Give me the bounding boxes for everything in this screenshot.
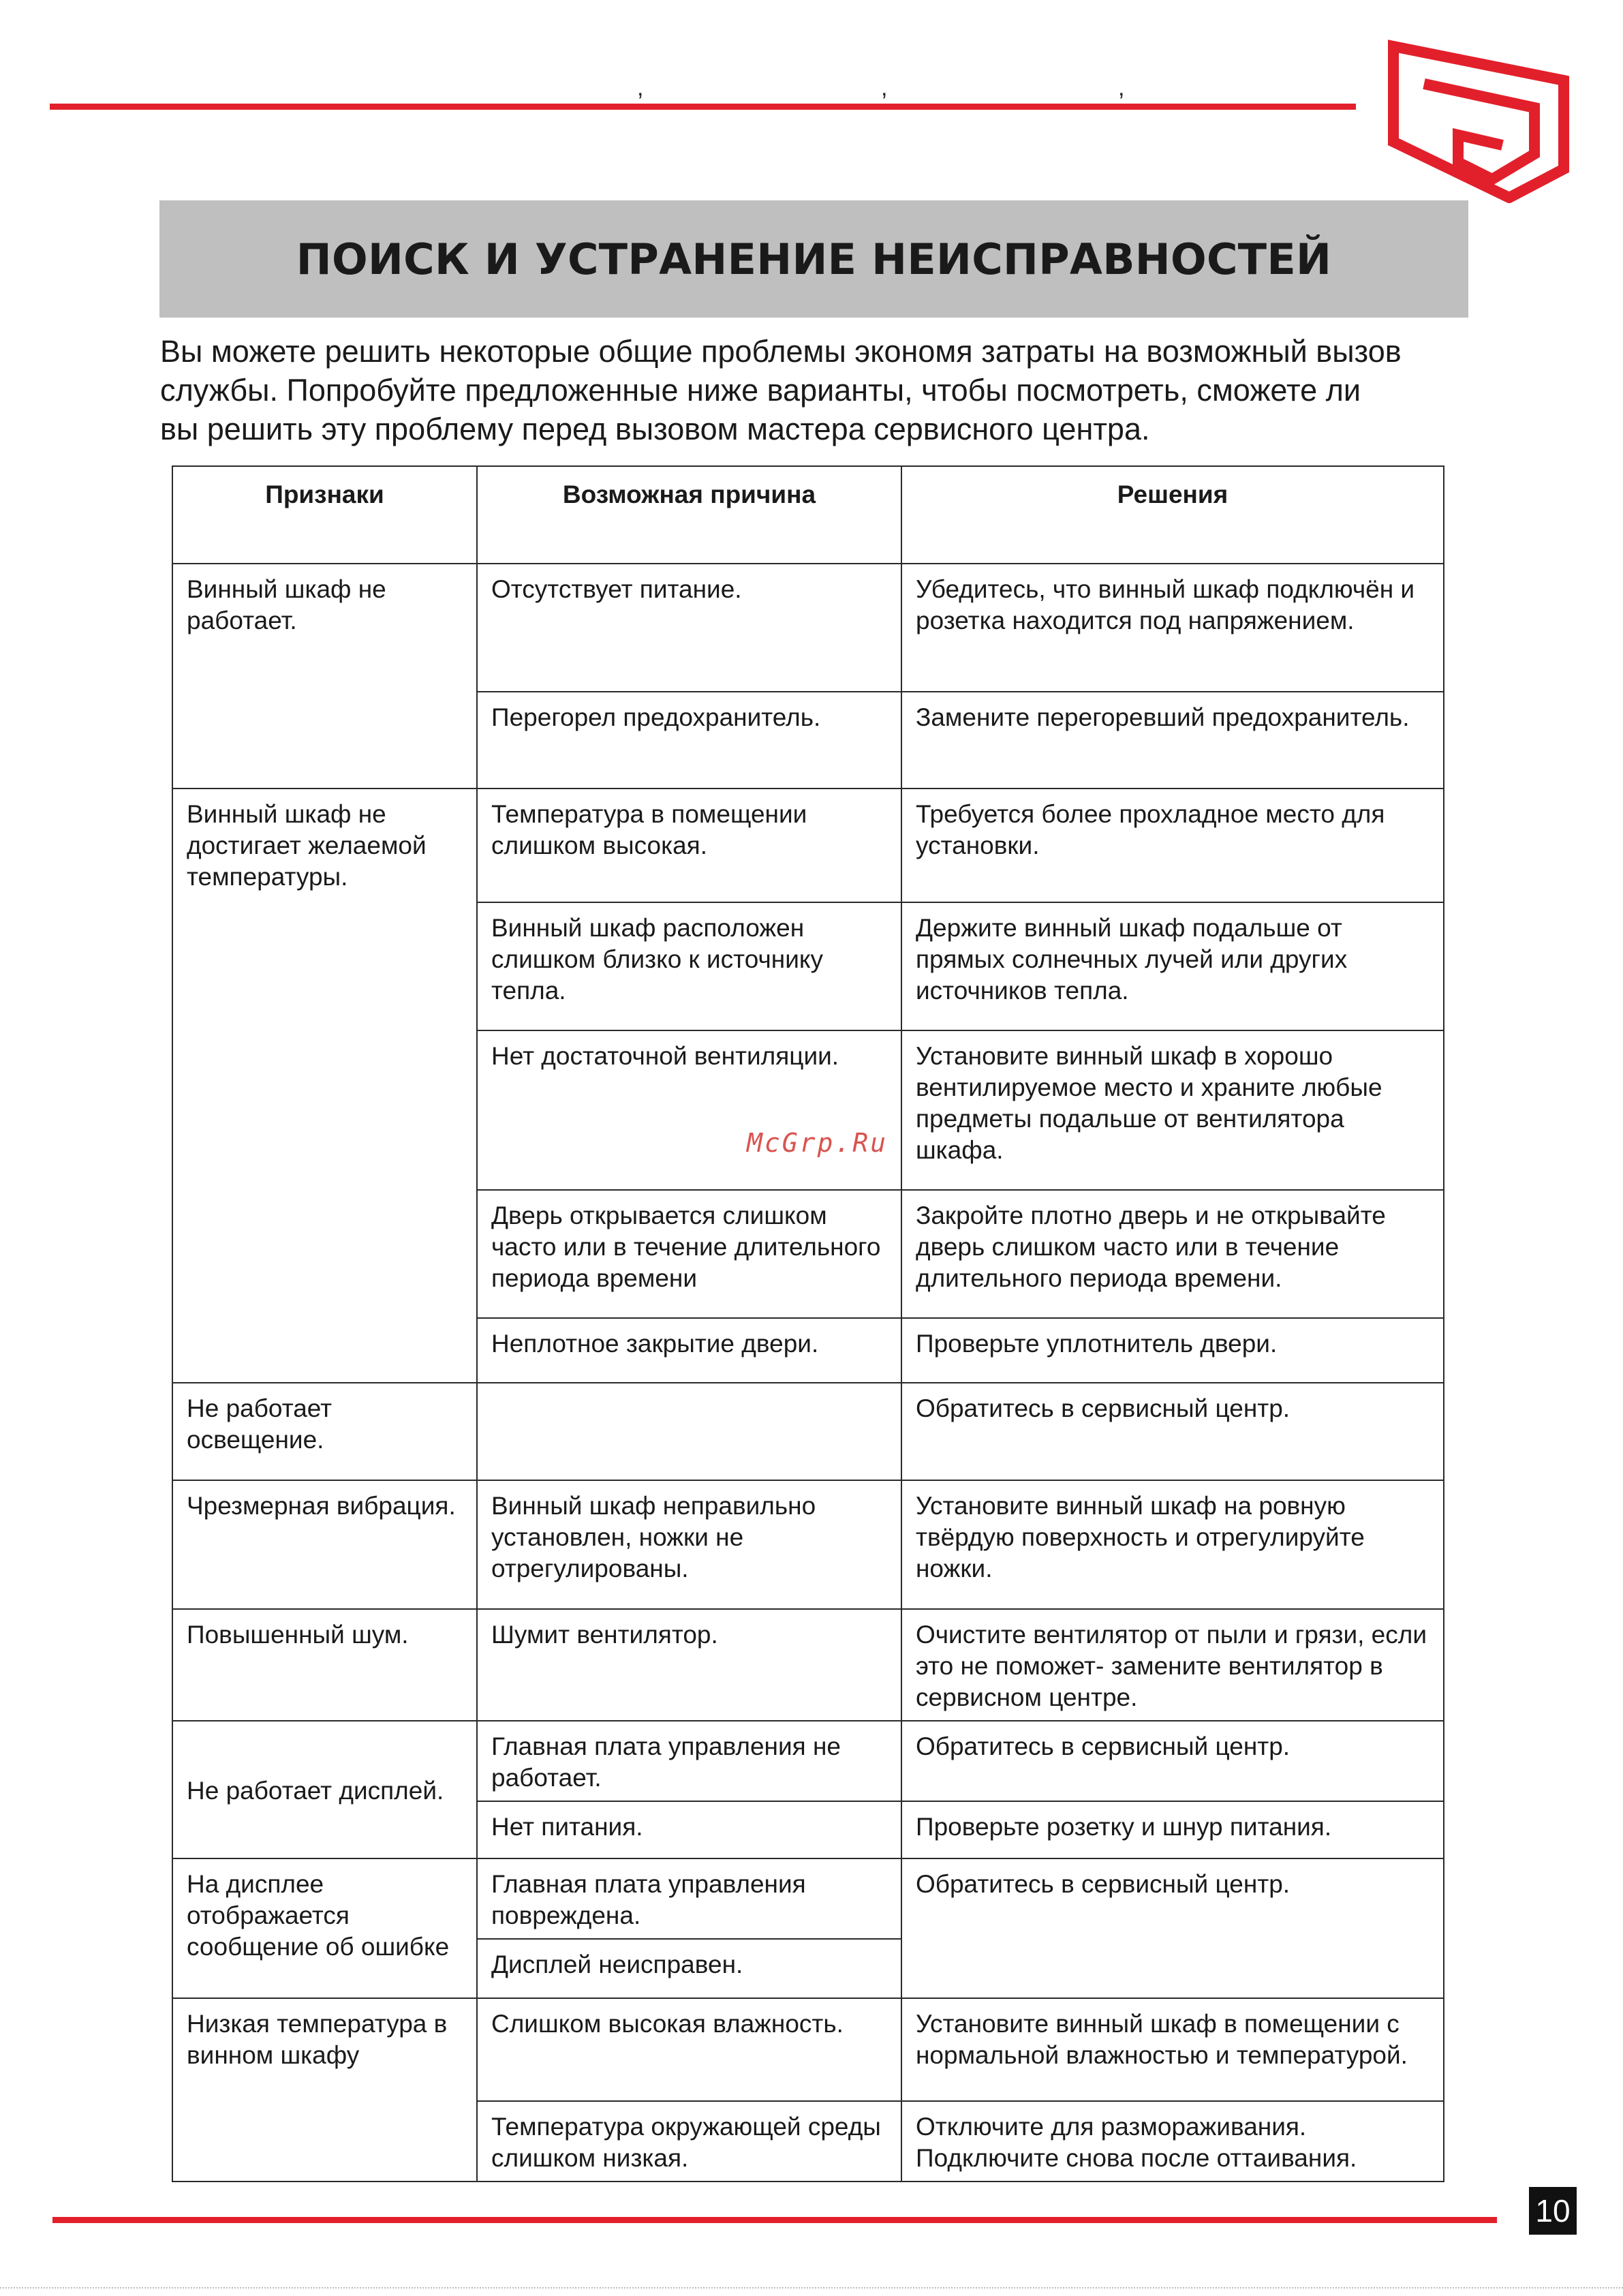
header-comma: ,: [637, 75, 644, 101]
header-comma: ,: [881, 75, 888, 101]
symptom-cell: Низкая температура в винном шкафу: [172, 1998, 477, 2182]
intro-paragraph: [160, 332, 1475, 448]
solution-cell: Требуется более прохладное место для установки.: [901, 789, 1444, 902]
solution-cell: Установите винный шкаф на ровную твёрдую поверхность и отрегулируйте ножки.: [901, 1480, 1444, 1609]
table-row: [172, 1721, 1444, 1801]
table-row: [172, 564, 1444, 692]
cause-cell: Отсутствует питание.: [477, 564, 901, 692]
solution-cell: Установите винный шкаф в помещении с нормальной влажностью и температурой.: [901, 1998, 1444, 2101]
page-number: 10: [1529, 2187, 1577, 2235]
cause-cell: Нет питания.: [477, 1801, 901, 1858]
solution-cell: Проверьте розетку и шнур питания.: [901, 1801, 1444, 1858]
solution-cell: Закройте плотно дверь и не открывайте дверь слишком часто или в течение длительного периода времени.: [901, 1190, 1444, 1318]
solution-cell: Обратитесь в сервисный центр.: [901, 1858, 1444, 1998]
cause-cell: Главная плата управления повреждена.: [477, 1858, 901, 1939]
symptom-cell: Повышенный шум.: [172, 1609, 477, 1721]
troubleshooting-table: [172, 465, 1444, 2182]
cause-cell: Главная плата управления не работает.: [477, 1721, 901, 1801]
cause-cell: Температура окружающей среды слишком низкая.: [477, 2101, 901, 2182]
footer-red-line: [52, 2217, 1497, 2223]
solution-cell: Замените перегоревший предохранитель.: [901, 692, 1444, 789]
cause-cell: Винный шкаф неправильно установлен, ножки не отрегулированы.: [477, 1480, 901, 1609]
symptom-cell: На дисплее отображается сообщение об ошибке: [172, 1858, 477, 1998]
header-comma: ,: [1118, 75, 1125, 101]
header-red-line: [50, 104, 1356, 110]
symptom-cell: Винный шкаф не достигает желаемой температуры.: [172, 789, 477, 1383]
solution-cell: Обратитесь в сервисный центр.: [901, 1721, 1444, 1801]
table-row: [172, 1858, 1444, 1939]
solution-cell: Убедитесь, что винный шкаф подключён и розетка находится под напряжением.: [901, 564, 1444, 692]
cause-cell: Нет достаточной вентиляции.: [477, 1030, 901, 1190]
intro-line: вы решить эту проблему перед вызовом мастера сервисного центра.: [160, 412, 1150, 446]
cause-cell: [477, 1383, 901, 1480]
solution-cell: Обратитесь в сервисный центр.: [901, 1383, 1444, 1480]
table-row: [172, 1480, 1444, 1609]
table-header-row: [172, 466, 1444, 564]
watermark: McGrp.Ru: [747, 1128, 888, 1158]
cause-cell: Дисплей неисправен.: [477, 1939, 901, 1998]
intro-line: службы. Попробуйте предложенные ниже варианты, чтобы посмотреть, сможете ли: [160, 373, 1361, 408]
brand-logo-icon: [1383, 40, 1574, 203]
solution-cell: Держите винный шкаф подальше от прямых солнечных лучей или других источников тепла.: [901, 902, 1444, 1030]
column-header-cause: Возможная причина: [477, 466, 901, 564]
symptom-cell: Не работает освещение.: [172, 1383, 477, 1480]
header-marks: [0, 76, 1363, 104]
table-row: [172, 789, 1444, 902]
solution-cell: Очистите вентилятор от пыли и грязи, если это не поможет- замените вентилятор в сервисном центре.: [901, 1609, 1444, 1721]
cause-cell: Неплотное закрытие двери.: [477, 1318, 901, 1383]
table-row: [172, 1383, 1444, 1480]
cause-cell: Перегорел предохранитель.: [477, 692, 901, 789]
solution-cell: Проверьте уплотнитель двери.: [901, 1318, 1444, 1383]
cause-cell: Температура в помещении слишком высокая.: [477, 789, 901, 902]
table-row: [172, 1998, 1444, 2101]
footer-dotted-edge: [0, 2287, 1623, 2290]
cause-cell: Шумит вентилятор.: [477, 1609, 901, 1721]
solution-cell: Установите винный шкаф в хорошо вентилируемое место и храните любые предметы подальше от вентилятора шкафа.: [901, 1030, 1444, 1190]
column-header-symptoms: Признаки: [172, 466, 477, 564]
title-band: [159, 200, 1468, 318]
solution-cell: Отключите для размораживания. Подключите снова после оттаивания.: [901, 2101, 1444, 2182]
cause-cell: Винный шкаф расположен слишком близко к источнику тепла.: [477, 902, 901, 1030]
cause-cell: Слишком высокая влажность.: [477, 1998, 901, 2101]
symptom-cell: Чрезмерная вибрация.: [172, 1480, 477, 1609]
table-row: [172, 1609, 1444, 1721]
page-title: ПОИСК И УСТРАНЕНИЕ НЕИСПРАВНОСТЕЙ: [296, 234, 1332, 284]
symptom-cell: Винный шкаф не работает.: [172, 564, 477, 789]
symptom-cell: Не работает дисплей.: [172, 1721, 477, 1858]
cause-cell: Дверь открывается слишком часто или в течение длительного периода времени: [477, 1190, 901, 1318]
intro-line: Вы можете решить некоторые общие проблемы экономя затраты на возможный вызов: [160, 334, 1402, 369]
column-header-solutions: Решения: [901, 466, 1444, 564]
